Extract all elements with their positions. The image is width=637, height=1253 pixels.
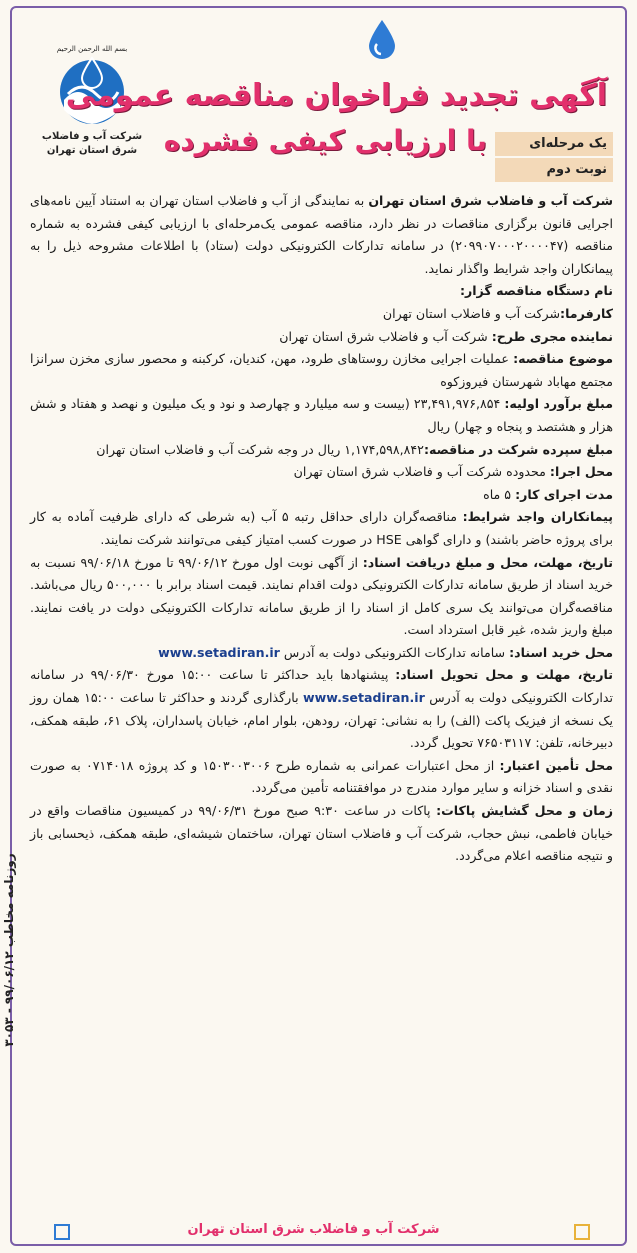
submit-row [30, 664, 613, 754]
opening-value: پاکات در ساعت ۹:۳۰ صبح مورخ ۹۹/۰۶/۳۱ در کمیسیون مناقصات واقع در خیابان فاطمی، نبش حجاب، شرکت آب و فاضلاب استان تهران، ساختمان شیشه‌ای، طبقه همکف، ذیحسابی باز و نتیجه مناقصه اعلام می‌گردد. [30, 803, 613, 864]
tag-second-round: نوبت دوم [495, 158, 613, 182]
employer-row [30, 303, 613, 326]
org-heading [30, 280, 613, 303]
opening-row [30, 800, 613, 868]
intro-paragraph [30, 190, 613, 280]
subject-row [30, 348, 613, 393]
footer-company: شرکت آب و فاضلاب شرق استان تهران [187, 1222, 440, 1237]
org-label: نام دستگاه مناقصه گزار: [459, 283, 613, 299]
funding-row [30, 755, 613, 800]
eligibility-row [30, 506, 613, 551]
ad-body [30, 190, 613, 868]
purchase-label: محل خرید اسناد: [509, 644, 613, 660]
docs-value: از آگهی نوبت اول مورخ ۹۹/۰۶/۱۲ تا مورخ ۹۹/۰۶/۱۸ نسبت به خرید اسناد از طریق سامانه تدارکات الکترونیکی دولت اقدام نمایند. قیمت اسناد برابر با ۵۰۰,۰۰۰ ریال می‌باشد. مناقصه‌گران می‌توانند یک سری کامل از اسناد را از طریق سامانه تدارکات الکترونیکی دولت در یافت نمایند. مبلغ واریز شده، غیر قابل استرداد است. [30, 554, 613, 638]
estimate-label: مبلغ برآورد اولیه: [504, 396, 613, 412]
funding-value: از محل اعتبارات عمرانی به شماره طرح ۱۵۰۳۰۰۳۰۰۶ و کد پروژه ۰۷۱۴۰۱۸ به صورت نقدی و اسناد خزانه و سایر موارد مندرج در موافقتنامه تأمین می‌گردد. [30, 757, 613, 796]
estimate-row [30, 393, 613, 438]
intro-company: شرکت آب و فاضلاب شرق استان تهران [368, 193, 613, 208]
submit-value-2: بارگذاری گردند و حداکثر تا ساعت ۱۵:۰۰ همان روز یک نسخه از فیزیک پاکت (الف) را به نشانی: تهران، رودهن، بلوار امام، خیابان پاسداران، پلاک ۶۱، طبقه همکف، دبیرخانه، تلفن: ۷۶۵۰۳۱۱۷ تحویل گردد. [30, 690, 614, 751]
duration-row [30, 484, 613, 507]
submit-value-1: پیشنهادها باید حداکثر تا ساعت ۱۵:۰۰ مورخ ۹۹/۰۶/۳۰ در سامانه تدارکات الکترونیکی دولت به آدرس [30, 667, 613, 706]
executor-row [30, 326, 613, 349]
intro-text: به نمایندگی از آب و فاضلاب استان تهران به استناد آیین نامه‌های اجرایی قانون برگزاری مناقصات در نظر دارد، مناقصه عمومی یک‌مرحله‌ای با ارزیابی کیفی فشرده به شماره مناقصه (۲۰۹۹۰۷۰۰۰۲۰۰۰۰۴۷) در سامانه تدارکات الکترونیکی دولت (ستاد) با اطلاعات مشروحه ذیل را به پیمانکاران واجد شرایط واگذار نماید. [30, 193, 613, 276]
logo-caption-2: شرق استان تهران [46, 145, 138, 156]
deposit-label: مبلغ سپرده شرکت در مناقصه: [423, 441, 613, 457]
opening-label: زمان و محل گشایش پاکات: [436, 803, 613, 819]
side-caption-text: روزنامه مخاطب ۹۹/۰۶/۱۲ - ۳۰۵۳ [2, 853, 16, 1047]
docs-row [30, 552, 613, 642]
newspaper-side-caption [2, 760, 24, 1140]
location-value: محدوده شرکت آب و فاضلاب شرق استان تهران [293, 464, 550, 480]
purchase-value: سامانه تدارکات الکترونیکی دولت به آدرس [279, 644, 510, 660]
executor-label: نماینده مجری طرح: [491, 328, 613, 344]
tag-one-stage: یک مرحله‌ای [495, 132, 613, 156]
location-label: محل اجرا: [549, 464, 613, 480]
employer-label: کارفرما: [560, 305, 613, 321]
eligibility-label: پیمانکاران واجد شرایط: [462, 509, 613, 525]
logo-top-text: بسم الله الرحمن الرحیم [56, 45, 128, 53]
estimate-value: ۲۳,۴۹۱,۹۷۶,۸۵۴ (بیست و سه میلیارد و چهارصد و نود و یک میلیون و نهصد و هفتاد و شش هزار و هشتصد و پنجاه و چهار) ریال [30, 396, 613, 434]
submit-label: تاریخ، مهلت و محل تحویل اسناد: [395, 667, 613, 683]
duration-label: مدت اجرای کار: [515, 486, 613, 502]
subject-value: عملیات اجرایی مخازن روستاهای طرود، مهن، کندیان، کرکبنه و محصور سازی مخزن سرانزا مجتمع مهاباد شهرستان فیروزکوه [30, 351, 613, 389]
location-row [30, 461, 613, 484]
title-line-1: آگهی تجدید فراخوان مناقصه عمومی [65, 78, 607, 113]
deposit-row [30, 439, 613, 462]
website-link-1[interactable]: www.setadiran.ir [158, 644, 280, 660]
logo-caption-1: شرکت آب و فاضلاب [41, 131, 143, 142]
purchase-row [30, 642, 613, 665]
duration-value: ۵ ماه [483, 486, 516, 502]
subject-label: موضوع مناقصه: [513, 351, 613, 367]
title-line-2: با ارزیابی کیفی فشرده [163, 124, 487, 157]
docs-label: تاریخ، مهلت، محل و مبلغ دریافت اسناد: [362, 554, 613, 570]
water-drop-icon [365, 18, 399, 62]
website-link-2[interactable]: www.setadiran.ir [303, 690, 425, 706]
funding-label: محل تأمین اعتبار: [499, 757, 613, 773]
eligibility-value: مناقصه‌گران دارای حداقل رتبه ۵ آب (به شرطی که دارای ظرفیت آماده به کار برای پروژه حاضر باشند) و دارای گواهی HSE در صورت کسب امتیاز کیفی می‌توانند شرکت نمایند. [30, 509, 613, 547]
deposit-value: ۱,۱۷۴,۵۹۸,۸۴۲ ریال در وجه شرکت آب و فاضلاب استان تهران [96, 441, 424, 457]
executor-value: شرکت آب و فاضلاب شرق استان تهران [279, 328, 492, 344]
employer-value: شرکت آب و فاضلاب استان تهران [382, 305, 561, 321]
